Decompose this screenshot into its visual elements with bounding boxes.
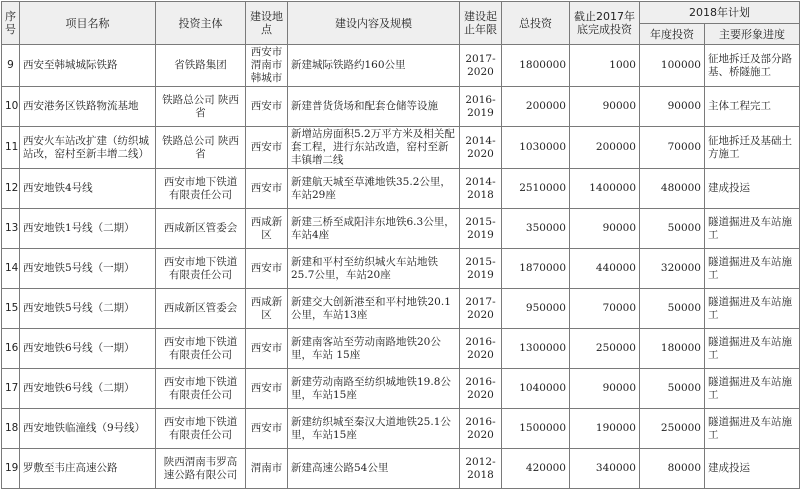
cell-done: 200000 [570, 127, 640, 169]
project-table [1, 1, 800, 489]
cell-annual: 80000 [640, 449, 705, 489]
header-progress: 主要形象进度 [705, 24, 800, 45]
cell-period: 2015-2019 [460, 249, 502, 289]
cell-no: 16 [2, 329, 20, 369]
cell-progress: 建成投运 [705, 449, 800, 489]
table-row [2, 409, 800, 449]
cell-period: 2016-2020 [460, 409, 502, 449]
cell-name: 西安至韩城城际铁路 [20, 45, 156, 87]
cell-period: 2016-2020 [460, 329, 502, 369]
cell-progress: 主体工程完工 [705, 87, 800, 127]
cell-investor: 西咸新区管委会 [156, 289, 246, 329]
table-row [2, 209, 800, 249]
cell-annual: 250000 [640, 409, 705, 449]
cell-total: 1030000 [502, 127, 570, 169]
cell-no: 13 [2, 209, 20, 249]
cell-done: 440000 [570, 249, 640, 289]
header-plan-2018: 2018年计划 [640, 2, 800, 24]
header-location: 建设地点 [246, 2, 288, 45]
cell-period: 2017-2020 [460, 289, 502, 329]
table-row [2, 87, 800, 127]
cell-annual: 90000 [640, 87, 705, 127]
cell-no: 9 [2, 45, 20, 87]
cell-annual: 50000 [640, 369, 705, 409]
table-row [2, 45, 800, 87]
cell-progress: 隧道掘进及车站施工 [705, 409, 800, 449]
table-row [2, 169, 800, 209]
cell-no: 15 [2, 289, 20, 329]
table-row [2, 369, 800, 409]
cell-total: 1040000 [502, 369, 570, 409]
cell-progress: 隧道掘进及车站施工 [705, 209, 800, 249]
cell-name: 西安港务区铁路物流基地 [20, 87, 156, 127]
cell-total: 420000 [502, 449, 570, 489]
cell-period: 2016-2020 [460, 369, 502, 409]
cell-progress: 隧道掘进及车站施工 [705, 289, 800, 329]
cell-location: 西咸新区 [246, 209, 288, 249]
cell-content: 新建劳动南路至纺织城地铁19.8公里，车站15座 [288, 369, 460, 409]
cell-total: 1500000 [502, 409, 570, 449]
cell-period: 2015-2019 [460, 209, 502, 249]
cell-annual: 50000 [640, 209, 705, 249]
table-row [2, 289, 800, 329]
table-row [2, 329, 800, 369]
cell-period: 2014-2020 [460, 127, 502, 169]
cell-name: 西安地铁6号线（二期） [20, 369, 156, 409]
cell-no: 17 [2, 369, 20, 409]
cell-done: 70000 [570, 289, 640, 329]
cell-total: 1300000 [502, 329, 570, 369]
cell-investor: 西安市地下铁道有限责任公司 [156, 409, 246, 449]
cell-investor: 西安市地下铁道有限责任公司 [156, 369, 246, 409]
cell-total: 1800000 [502, 45, 570, 87]
cell-investor: 西安市地下铁道有限责任公司 [156, 169, 246, 209]
cell-investor: 省铁路集团 [156, 45, 246, 87]
cell-no: 14 [2, 249, 20, 289]
cell-annual: 320000 [640, 249, 705, 289]
cell-name: 西安火车站改扩建（纺织城站改，窑村至新丰增二线） [20, 127, 156, 169]
cell-name: 西安地铁5号线（一期） [20, 249, 156, 289]
cell-content: 新增站房面积5.2万平方米及相关配套工程，进行东站改造，窑村至新丰镇增二线 [288, 127, 460, 169]
cell-period: 2016-2019 [460, 87, 502, 127]
header-content: 建设内容及规模 [288, 2, 460, 45]
cell-done: 190000 [570, 409, 640, 449]
cell-content: 新建纺织城至秦汉大道地铁25.1公里，车站15座 [288, 409, 460, 449]
cell-name: 罗敷至韦庄高速公路 [20, 449, 156, 489]
header-seq: 序号 [2, 2, 20, 45]
cell-investor: 西咸新区管委会 [156, 209, 246, 249]
cell-name: 西安地铁临潼线（9号线） [20, 409, 156, 449]
cell-done: 1400000 [570, 169, 640, 209]
cell-annual: 50000 [640, 289, 705, 329]
cell-location: 西安市 [246, 249, 288, 289]
cell-done: 250000 [570, 329, 640, 369]
cell-period: 2014-2018 [460, 169, 502, 209]
cell-investor: 铁路总公司 陕西省 [156, 87, 246, 127]
cell-content: 新建交大创新港至和平村地铁20.1公里，车站13座 [288, 289, 460, 329]
cell-name: 西安地铁5号线（二期） [20, 289, 156, 329]
cell-period: 2012-2018 [460, 449, 502, 489]
cell-no: 12 [2, 169, 20, 209]
cell-done: 340000 [570, 449, 640, 489]
cell-period: 2017-2020 [460, 45, 502, 87]
cell-progress: 隧道掘进及车站施工 [705, 329, 800, 369]
cell-progress: 建成投运 [705, 169, 800, 209]
cell-annual: 480000 [640, 169, 705, 209]
cell-content: 新建高速公路54公里 [288, 449, 460, 489]
cell-location: 西安市 [246, 169, 288, 209]
cell-content: 新建南客站至劳动南路地铁20公里，车站 15座 [288, 329, 460, 369]
table-row [2, 449, 800, 489]
cell-content: 新建航天城至草滩地铁35.2公里，车站29座 [288, 169, 460, 209]
cell-progress: 征地拆迁及基础土方施工 [705, 127, 800, 169]
cell-no: 11 [2, 127, 20, 169]
cell-no: 18 [2, 409, 20, 449]
header-period: 建设起止年限 [460, 2, 502, 45]
cell-location: 西安市 [246, 369, 288, 409]
cell-investor: 西安市地下铁道有限责任公司 [156, 249, 246, 289]
cell-done: 90000 [570, 209, 640, 249]
header-done-2017: 截止2017年底完成投资 [570, 2, 640, 45]
cell-location: 西安市 [246, 127, 288, 169]
cell-name: 西安地铁4号线 [20, 169, 156, 209]
cell-progress: 隧道掘进及车站施工 [705, 369, 800, 409]
header-total: 总投资 [502, 2, 570, 45]
header-annual: 年度投资 [640, 24, 705, 45]
cell-progress: 征地拆迁及部分路基、桥隧施工 [705, 45, 800, 87]
cell-name: 西安地铁6号线（一期） [20, 329, 156, 369]
cell-name: 西安地铁1号线（二期） [20, 209, 156, 249]
cell-content: 新建三桥至咸阳沣东地铁6.3公里，车站4座 [288, 209, 460, 249]
table-row [2, 249, 800, 289]
cell-content: 新建和平村至纺织城火车站地铁25.7公里，车站20座 [288, 249, 460, 289]
cell-location: 西安市 [246, 329, 288, 369]
cell-location: 西安市 [246, 87, 288, 127]
cell-location: 西安市 渭南市 韩城市 [246, 45, 288, 87]
cell-no: 10 [2, 87, 20, 127]
cell-progress: 隧道掘进及车站施工 [705, 249, 800, 289]
cell-investor: 西安市地下铁道有限责任公司 [156, 329, 246, 369]
cell-total: 200000 [502, 87, 570, 127]
cell-content: 新建城际铁路约160公里 [288, 45, 460, 87]
cell-annual: 180000 [640, 329, 705, 369]
cell-annual: 70000 [640, 127, 705, 169]
cell-total: 2510000 [502, 169, 570, 209]
cell-no: 19 [2, 449, 20, 489]
table-row [2, 127, 800, 169]
cell-total: 350000 [502, 209, 570, 249]
cell-annual: 100000 [640, 45, 705, 87]
cell-total: 1870000 [502, 249, 570, 289]
cell-total: 950000 [502, 289, 570, 329]
cell-done: 1000 [570, 45, 640, 87]
cell-investor: 铁路总公司 陕西省 [156, 127, 246, 169]
header-investor: 投资主体 [156, 2, 246, 45]
cell-done: 90000 [570, 87, 640, 127]
cell-location: 西咸新区 [246, 289, 288, 329]
cell-location: 渭南市 [246, 449, 288, 489]
cell-content: 新建普货货场和配套仓储等设施 [288, 87, 460, 127]
cell-investor: 陕西渭南韦罗高速公路有限公司 [156, 449, 246, 489]
header-name: 项目名称 [20, 2, 156, 45]
cell-location: 西安市 [246, 409, 288, 449]
cell-done: 90000 [570, 369, 640, 409]
